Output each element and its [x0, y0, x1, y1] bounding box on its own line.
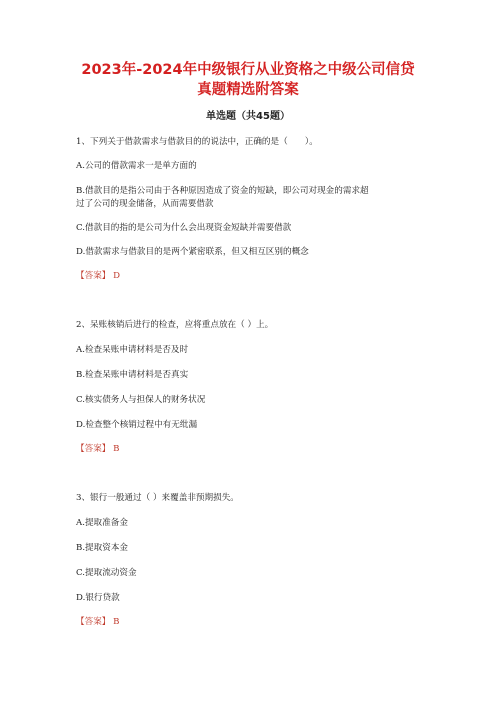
question-1-answer: 【答案】 D: [76, 271, 120, 281]
question-3-option-b: B.提取资本金: [76, 543, 129, 553]
document-title-line-2: 真题精选附答案: [197, 82, 299, 98]
question-1-option-c: C.借款目的指的是公司为什么会出现资金短缺并需要借款: [76, 223, 292, 233]
question-2-option-c: C.核实债务人与担保人的财务状况: [76, 395, 206, 405]
question-2-answer: 【答案】 B: [76, 444, 120, 454]
question-1-option-d: D.借款需求与借款目的是两个紧密联系，但又相互区别的概念: [76, 247, 309, 257]
question-2-stem: 2、呆账核销后进行的检查，应将重点放在（ ）上。: [76, 320, 274, 330]
section-heading: 单选题（共45题）: [206, 111, 290, 122]
question-2-option-d: D.检查整个核销过程中有无纰漏: [76, 420, 198, 430]
question-3-option-c: C.提取流动资金: [76, 568, 137, 578]
question-2-option-b: B.检查呆账申请材料是否真实: [76, 370, 189, 380]
document-title-line-1: 2023年-2024年中级银行从业资格之中级公司信贷: [81, 62, 415, 78]
question-1-option-b-line-2: 过了公司的现金储备，从而需要借款: [76, 199, 214, 209]
question-1-option-a: A.公司的借款需求一是单方面的: [76, 161, 197, 171]
question-1-stem: 1、下列关于借款需求与借款目的的说法中，正确的是（ ）。: [76, 137, 318, 147]
question-2-option-a: A.检查呆账申请材料是否及时: [76, 345, 189, 355]
question-3-option-a: A.提取准备金: [76, 518, 128, 528]
question-3-option-d: D.银行贷款: [76, 593, 120, 603]
question-3-answer: 【答案】 B: [76, 617, 120, 627]
question-3-stem: 3、银行一般通过（ ）来覆盖非预期损失。: [76, 493, 239, 503]
question-1-option-b-line-1: B.借款目的是指公司由于各种原因造成了资金的短缺，即公司对现金的需求超: [76, 186, 369, 196]
